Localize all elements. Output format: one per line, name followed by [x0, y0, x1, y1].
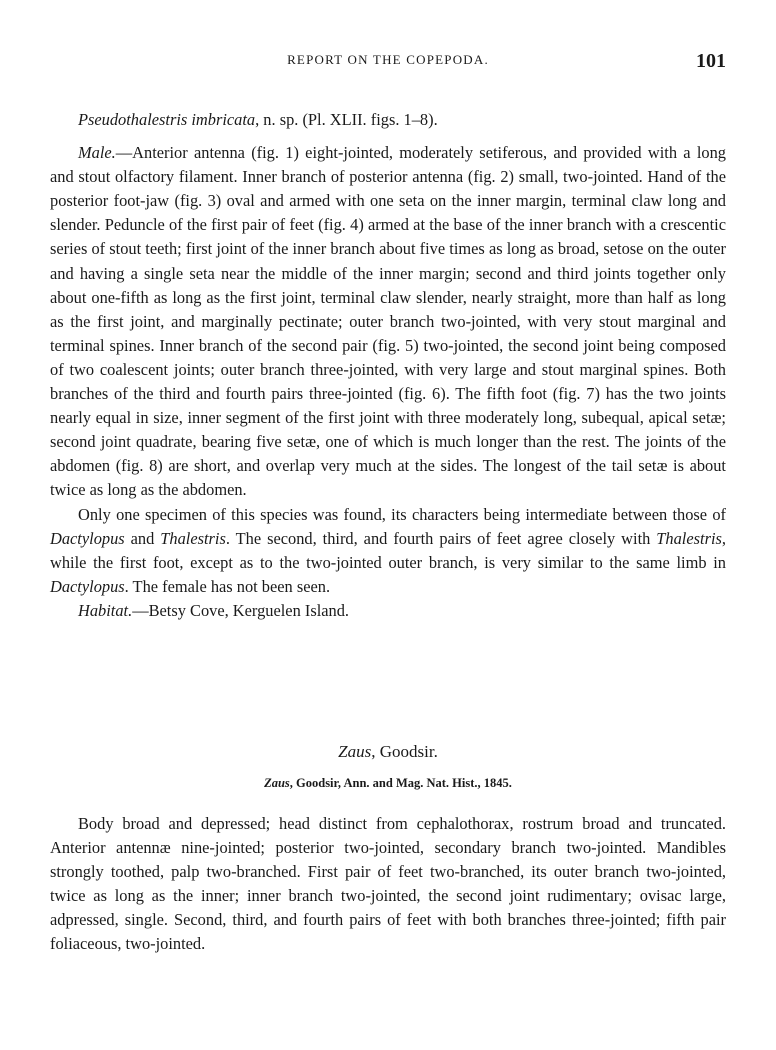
page-number: 101 [696, 50, 726, 72]
male-description-text: —Anterior antenna (fig. 1) eight-jointed, moderately setiferous, and provided with a long and stout olfactory filament. Inner branch of posterior antenna (fig. 2) small, two-jointed. Hand of the posterior foot-jaw (fig. 3) oval and armed with one seta on the inner margin, terminal claw long and slender. Peduncle of the first pair of feet (fig. 4) armed at the base of the inner branch with a crescentic series of stout teeth; first joint of the inner branch about five times as long as broad, setose on the outer and having a single seta near the middle of the inner margin; second and third joints together only about one-fifth as long as the first joint, terminal claw slender, nearly straight, more than half as long as the first joint, and marginally pectinate; outer branch two-jointed, with very stout marginal and terminal spines. Inner branch of the second pair (fig. 5) two-jointed, the second joint being composed of two coalescent joints; outer branch three-jointed, with very large and stout marginal spines. Both branches of the third and fourth pairs three-jointed (fig. 6). The fifth foot (fig. 7) has the two joints nearly equal in size, inner segment of the first joint with three moderately long, subequal, apical setæ; second joint quadrate, bearing five setæ, one of which is much longer than the rest. The joints of the abdomen (fig. 8) are short, and overlap very much at the sides. The longest of the tail setæ is about twice as long as the abdomen. [50, 143, 726, 500]
running-title: REPORT ON THE COPEPODA. [287, 52, 489, 67]
genus-name: Zaus [338, 742, 372, 761]
genus-diagnosis-section [50, 812, 726, 957]
genus-ref-thalestris: Thalestris [160, 528, 226, 548]
genus-ref-dactylopus: Dactylopus [50, 576, 125, 596]
species-authority: , n. sp. (Pl. XLII. figs. 1–8). [255, 110, 438, 129]
genus-heading [50, 742, 726, 762]
remarks-text: , while the first foot, except as to the two-jointed outer branch, is very similar to the same limb in [50, 528, 726, 572]
remarks-text: . The second, third, and fourth pairs of feet agree closely with [225, 528, 657, 548]
species-title [50, 108, 726, 132]
male-description-paragraph [50, 141, 726, 502]
genus-ref-dactylopus: Dactylopus [50, 528, 125, 548]
genus-ref-thalestris: Thalestris [656, 528, 722, 548]
running-header [50, 50, 726, 76]
habitat-paragraph [50, 599, 726, 623]
genus-ref-text: , Goodsir, Ann. and Mag. Nat. Hist., 1845. [289, 776, 512, 790]
genus-ref-name: Zaus [264, 776, 290, 790]
remarks-text: . The female has not been seen. [124, 576, 331, 596]
habitat-label: Habitat. [78, 600, 133, 620]
habitat-text: —Betsy Cove, Kerguelen Island. [132, 600, 350, 620]
male-label: Male. [78, 143, 116, 163]
remarks-paragraph [50, 503, 726, 599]
genus-authority: , Goodsir. [371, 742, 438, 761]
remarks-text: and [124, 528, 161, 548]
remarks-text: Only one specimen of this species was found, its characters being intermediate between those of [78, 504, 726, 524]
species-name: Pseudothalestris imbricata [78, 110, 256, 129]
species-section [50, 108, 726, 623]
genus-diagnosis-paragraph: Body broad and depressed; head distinct from cephalothorax, rostrum broad and truncated. Anterior antennæ nine-jointed; posterior two-jointed, secondary branch two-jointed. Mandibles strongly toothed, palp two-branched. First pair of feet two-branched, its outer branch two-jointed, twice as long as the inner; inner branch two-jointed, the second joint rudimentary; ovisac large, adpressed, single. Second, third, and fourth pairs of feet with both branches three-jointed; fifth pair foliaceous, two-jointed. [50, 814, 726, 954]
genus-bibliographic-reference [50, 776, 726, 791]
